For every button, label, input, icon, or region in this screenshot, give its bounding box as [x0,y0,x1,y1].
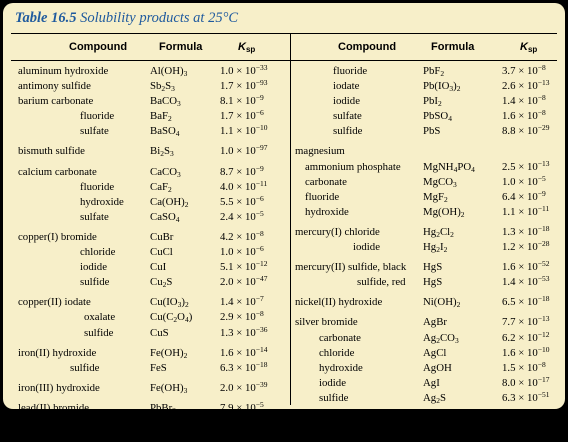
ksp-mantissa: 6.4 [502,190,516,203]
ksp-value: $4.2 \times 10^{-8}$ [220,228,264,243]
table-row [18,399,288,417]
ksp-mantissa: 8.0 [502,376,516,389]
table-row [18,65,288,80]
compound-name: iodate [333,80,360,93]
formula: AgOH [423,361,452,374]
formula: BaSO$_4$ [150,125,180,139]
ksp-value: $8.8 \times 10^{-29}$ [502,123,550,138]
table-row [295,329,557,347]
table-row [18,246,288,261]
formula: $MgNH_4PO_4$ [423,160,475,174]
table-row [295,296,557,311]
table-row [18,208,288,226]
ksp-mantissa: 1.7 [220,80,234,93]
table-row [18,163,288,181]
formula: CuI [150,261,167,274]
table-row [295,316,557,331]
left-column [18,65,288,432]
ksp-exponent: −12 [537,329,550,339]
compound-name: mercury(I) chloride [295,225,380,238]
ksp-exponent: −9 [255,93,264,103]
formula: MgCO$_3$ [423,175,457,189]
ksp-value: $6.3 \times 10^{-18}$ [220,359,268,374]
formula: $Cu(C_2O_4)$ [150,311,193,325]
ksp-mantissa: 8.7 [220,165,234,178]
ksp-mantissa: 2.0 [220,276,234,289]
ksp-exponent: −47 [255,274,268,284]
compound-name: copper(I) bromide [18,230,97,243]
table-title [15,10,238,27]
header-ksp-right: $K_{sp}$ [520,41,538,54]
ksp-exponent: −12 [255,259,268,269]
ksp-exponent: −8 [537,108,546,118]
compound-name: sulfate [333,110,362,123]
ksp-value: $2.0 \times 10^{-47}$ [220,274,268,289]
compound-name: mercury(II) sulfide, black [295,261,407,274]
table-row [295,80,557,95]
compound-name: sulfide [319,391,349,404]
header-ksp-left: $K_{sp}$ [238,41,256,54]
formula: AgBr [423,316,447,329]
ksp-mantissa: 2.4 [220,210,234,223]
ksp-exponent: −8 [537,63,546,72]
compound-name: iron(III) hydroxide [18,381,100,394]
ksp-exponent: −17 [537,374,550,384]
ksp-value: $1.6 \times 10^{-5}$ [220,414,264,429]
table-header [11,33,557,61]
table-row [295,65,557,80]
ksp-mantissa: 5.1 [220,261,234,274]
table-row [18,110,288,125]
formula: $Bi_2S_3$ [150,145,174,159]
formula: CaCO$_3$ [150,165,181,179]
table-row [295,125,557,140]
table-row [18,311,288,326]
table-row [18,125,288,140]
header-compound-right: Compound [338,41,397,53]
ksp-exponent: −29 [537,123,550,133]
table-row [18,261,288,276]
ksp-mantissa: 1.1 [220,125,234,138]
formula: CuBr [150,230,174,243]
table-row [18,80,288,95]
table-row [295,223,557,241]
ksp-value: $1.0 \times 10^{-6}$ [220,244,264,259]
compound-name: fluoride [80,110,115,123]
compound-name: sulfide [84,326,114,339]
formula: PbI$_2$ [423,95,442,109]
compound-name: fluoride [80,180,115,193]
ksp-value: $6.5 \times 10^{-18}$ [502,294,550,309]
ksp-value: $1.3 \times 10^{-18}$ [502,223,550,238]
table-row [18,276,288,291]
ksp-value: $1.5 \times 10^{-8}$ [502,359,546,374]
formula: CuCl [150,246,173,259]
compound-name: chloride [319,346,355,359]
ksp-mantissa: 4.0 [220,180,234,193]
ksp-mantissa: 6.2 [502,331,516,344]
ksp-mantissa: 1.4 [220,296,234,309]
ksp-value: $7.9 \times 10^{-5}$ [220,399,264,414]
ksp-exponent: −8 [255,228,264,238]
compound-name: sulfide [80,276,110,289]
formula: CuS [150,326,169,339]
formula: $Ag_2CO_3$ [423,331,459,345]
compound-name: oxalate [84,311,116,324]
ksp-exponent: −18 [537,223,550,233]
ksp-exponent: −8 [537,93,546,103]
formula: CaF$_2$ [150,180,172,194]
table-row [18,228,288,246]
ksp-mantissa: 2.9 [220,311,234,324]
ksp-exponent: −17 [537,409,550,419]
formula: $Mg(OH)_2$ [423,205,465,219]
compound-name: sulfide, red [357,276,406,289]
ksp-value: $1.6 \times 10^{-14}$ [220,344,268,359]
ksp-mantissa: 6.3 [502,391,516,404]
compound-name: magnesium [295,145,345,158]
compound-name: aluminum hydroxide [18,65,109,77]
ksp-exponent: −53 [537,274,550,284]
ksp-exponent: −5 [255,399,264,409]
ksp-mantissa: 2.6 [502,80,516,93]
ksp-value: $8.1 \times 10^{-9}$ [220,93,264,108]
table-row [18,344,288,362]
ksp-value: $1.6 \times 10^{-8}$ [502,108,546,123]
ksp-value: $6.3 \times 10^{-51}$ [502,389,550,404]
formula: $Sb_2S_3$ [150,80,175,94]
formula: $Ag_2S$ [423,391,446,405]
ksp-exponent: −8 [255,309,264,319]
ksp-exponent: −51 [537,389,550,399]
ksp-mantissa: 1.0 [220,246,234,259]
ksp-value: $1.1 \times 10^{-10}$ [220,123,268,138]
ksp-exponent: −28 [537,239,550,249]
ksp-exponent: −18 [255,359,268,369]
ksp-mantissa: 4.2 [220,230,234,243]
ksp-exponent: −6 [255,108,264,118]
ksp-value: $5.1 \times 10^{-12}$ [220,259,268,274]
table-row [18,379,288,397]
compound-name: fluoride [333,65,368,77]
formula: BaCO$_3$ [150,95,181,109]
ksp-mantissa: 8.8 [502,125,516,138]
formula: HgS [423,261,443,274]
formula: CaSO$_4$ [150,210,180,224]
ksp-value: $1.6 \times 10^{-24}$ [502,425,550,440]
ksp-mantissa: 1.4 [502,95,516,108]
ksp-mantissa: 2.0 [220,381,234,394]
table-row [295,261,557,276]
ksp-exponent: −6 [255,244,264,254]
ksp-value: $1.0 \times 10^{-33}$ [220,63,268,77]
compound-name: iodide [80,261,107,274]
ksp-value: $6.4 \times 10^{-9}$ [502,188,546,203]
ksp-value: $1.3 \times 10^{-36}$ [220,324,268,339]
compound-name: sulfide [333,125,363,138]
ksp-exponent: −33 [255,63,268,72]
header-formula-right: Formula [431,41,475,53]
formula: AgCl [423,346,447,359]
compound-name: chloride [80,246,116,259]
ksp-value: $8.7 \times 10^{-9}$ [220,163,264,178]
ksp-value: $1.6 \times 10^{-52}$ [502,259,550,274]
formula: $Fe(OH)_3$ [150,381,188,395]
compound-name: iodide [333,95,360,108]
formula: $Fe(OH)_2$ [150,346,188,360]
compound-name: iodide [319,376,346,389]
ksp-mantissa: 1.5 [502,361,516,374]
ksp-mantissa: 7.7 [502,316,516,329]
right-column [295,65,557,442]
ksp-value: $4.0 \times 10^{-11}$ [220,178,268,193]
table-row [295,110,557,125]
formula: PbSO$_4$ [423,110,452,124]
table-number: Table 16.5 [15,10,77,26]
ksp-value: $2.6 \times 10^{-13}$ [502,78,550,93]
table-row [295,188,557,206]
ksp-value: $1.7 \times 10^{-93}$ [220,78,268,93]
ksp-value: $6.2 \times 10^{-12}$ [502,329,550,344]
formula: $Ni(OH)_2$ [423,296,461,310]
ksp-mantissa: 1.0 [502,175,516,188]
ksp-mantissa: 1.0 [220,65,234,77]
ksp-mantissa: 7.9 [220,401,234,414]
compound-name: chloride [54,416,90,429]
table-row [295,158,557,176]
table-row [295,359,557,377]
ksp-exponent: −13 [537,314,550,324]
ksp-value: $2.0 \times 10^{-17}$ [502,409,550,424]
ksp-exponent: −7 [255,294,264,304]
header-formula-left: Formula [159,41,203,53]
table-row [18,193,288,211]
ksp-value: $1.0 \times 10^{-5}$ [502,173,546,188]
ksp-exponent: −39 [255,379,268,389]
ksp-exponent: −11 [537,203,550,213]
ksp-mantissa: 8.1 [220,95,234,108]
table-row [295,203,557,221]
ksp-value: $1.4 \times 10^{-8}$ [502,93,546,108]
table-row [18,324,288,342]
formula: $Hg_2Cl_2$ [423,225,454,239]
table-row [295,145,557,160]
table-row [18,145,288,160]
ksp-exponent: −14 [255,344,268,354]
compound-name: copper(II) iodate [18,296,91,309]
ksp-mantissa: 1.6 [220,416,234,429]
table-panel [3,3,565,440]
ksp-exponent: −11 [255,178,268,188]
ksp-exponent: −13 [537,158,550,168]
ksp-exponent: −5 [255,414,264,424]
formula: PbBr$_2$ [150,401,176,415]
formula: PbS [423,125,441,138]
compound-name: lead(II) bromide [18,401,90,414]
ksp-value: $1.2 \times 10^{-28}$ [502,239,550,254]
table-caption: Solubility products at 25°C [80,10,239,26]
ksp-mantissa: 6.3 [220,361,234,374]
formula: $Pb(IO_3)_2$ [423,80,461,94]
compound-name: antimony sulfide [18,80,91,93]
table-row [295,427,557,442]
compound-name: carbonate [319,331,361,344]
table-row [295,173,557,191]
compound-name: nickel(II) hydroxide [295,296,383,309]
ksp-exponent: −6 [255,193,264,203]
formula: $Hg_2I_2$ [423,241,448,255]
ksp-value: $2.9 \times 10^{-8}$ [220,309,264,324]
ksp-mantissa: 1.4 [502,276,516,289]
ksp-exponent: −5 [255,208,264,218]
header-compound-left: Compound [69,41,128,53]
formula: $Zn(OH)_2$ [423,411,462,425]
ksp-mantissa: 1.7 [220,110,234,123]
compound-name: iron(II) hydroxide [18,346,97,359]
compound-name: bismuth sulfide [18,145,85,158]
ksp-mantissa: 1.1 [502,205,516,218]
ksp-mantissa: 1.3 [220,326,234,339]
formula: PbF$_2$ [423,65,445,78]
table-row [295,276,557,291]
ksp-value: $3.7 \times 10^{-8}$ [502,63,546,77]
ksp-exponent: −24 [537,425,550,435]
ksp-mantissa: 3.7 [502,65,516,77]
table-row [295,344,557,362]
ksp-exponent: −5 [537,173,546,183]
formula: $Ca(OH)_2$ [150,195,189,209]
ksp-exponent: −97 [255,143,268,153]
compound-name: sulfate [80,210,109,223]
table-row [18,95,288,110]
formula: HgS [423,276,443,289]
compound-name: hydroxide [305,205,349,218]
ksp-mantissa: 1.6 [502,346,516,359]
column-divider [290,33,291,405]
ksp-value: $1.4 \times 10^{-53}$ [502,274,550,289]
ksp-value: $1.0 \times 10^{-97}$ [220,143,268,158]
ksp-exponent: −9 [537,188,546,198]
ksp-exponent: −13 [537,78,550,88]
ksp-mantissa: 6.5 [502,296,516,309]
compound-name: barium carbonate [18,95,94,108]
formula: AgI [423,376,440,389]
table-row [18,414,288,432]
ksp-exponent: −18 [537,294,550,304]
ksp-value: $1.4 \times 10^{-7}$ [220,294,264,309]
ksp-value: $1.7 \times 10^{-6}$ [220,108,264,123]
ksp-exponent: −93 [255,78,268,88]
ksp-mantissa: 2.5 [502,160,516,173]
formula: PbCl$_2$ [150,416,176,430]
formula: $Cu_2S$ [150,276,173,290]
compound-name: zinc hydroxide [295,411,360,424]
ksp-exponent: −36 [255,324,268,334]
compound-name: hydroxide [80,195,124,208]
ksp-mantissa: 1.3 [502,225,516,238]
ksp-value: $2.5 \times 10^{-13}$ [502,158,550,173]
formula: $Al(OH)_3$ [150,65,188,78]
table-row [295,409,557,427]
compound-name: fluoride [305,190,340,203]
compound-name: hydroxide [319,361,363,374]
formula: FeS [150,361,167,374]
ksp-mantissa: 2.0 [502,411,516,424]
ksp-mantissa: 1.6 [502,427,516,440]
compound-name: sulfide [70,361,100,374]
ksp-value: $5.5 \times 10^{-6}$ [220,193,264,208]
table-row [295,389,557,407]
ksp-value: $2.4 \times 10^{-5}$ [220,208,264,223]
ksp-mantissa: 1.2 [502,241,516,254]
compound-name: sulfate [80,125,109,138]
ksp-value: $1.6 \times 10^{-10}$ [502,344,550,359]
compound-name: silver bromide [295,316,358,329]
ksp-exponent: −10 [537,344,550,354]
formula: ZnS [423,427,441,440]
table-row [18,178,288,196]
ksp-value: $2.0 \times 10^{-39}$ [220,379,268,394]
ksp-mantissa: 1.6 [220,346,234,359]
table-row [295,374,557,392]
ksp-value: $7.7 \times 10^{-13}$ [502,314,550,329]
ksp-mantissa: 5.5 [220,195,234,208]
ksp-mantissa: 1.6 [502,110,516,123]
ksp-value: $8.0 \times 10^{-17}$ [502,374,550,389]
ksp-value: $1.1 \times 10^{-11}$ [502,203,550,218]
compound-name: ammonium phosphate [305,160,401,173]
table-row [295,241,557,256]
ksp-exponent: −10 [255,123,268,133]
ksp-mantissa: 1.0 [220,145,234,158]
ksp-exponent: −9 [255,163,264,173]
compound-name: sulfide [319,427,349,440]
formula: BaF$_2$ [150,110,172,124]
table-row [18,359,288,377]
compound-name: carbonate [305,175,347,188]
compound-name: calcium carbonate [18,165,97,178]
compound-name: iodide [353,241,380,254]
ksp-exponent: −8 [537,359,546,369]
ksp-exponent: −52 [537,259,550,269]
table-row [295,95,557,110]
table-row [18,296,288,311]
formula: $Cu(IO_3)_2$ [150,296,189,310]
ksp-mantissa: 1.6 [502,261,516,274]
formula: MgF$_2$ [423,190,448,204]
